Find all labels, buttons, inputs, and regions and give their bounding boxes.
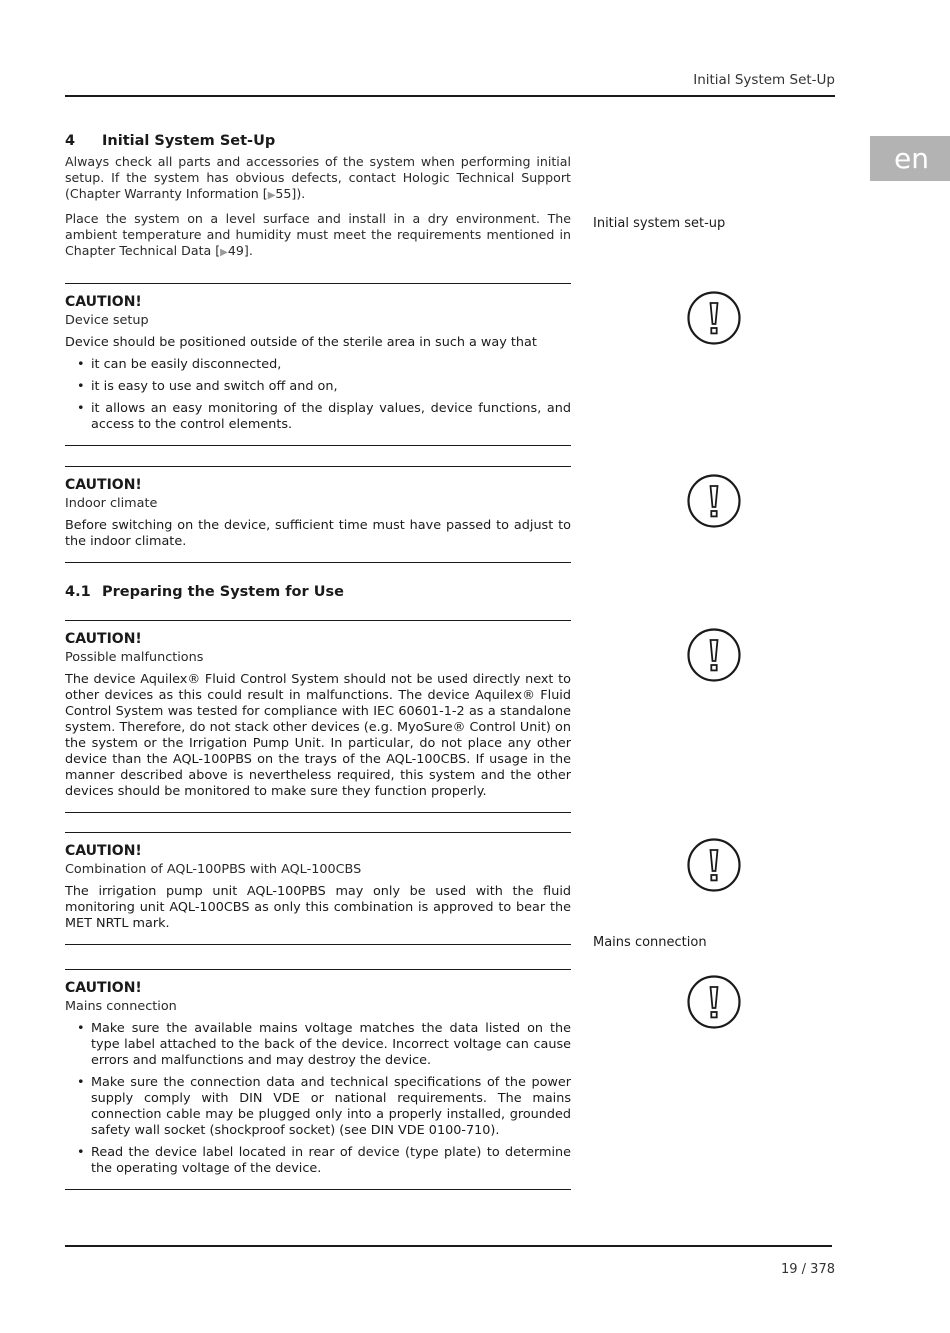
- caution-text: Before switching on the device, sufficient time must have passed to adjust to the indoor climate.: [65, 518, 571, 549]
- caution-exclamation-icon: [687, 975, 741, 1029]
- list-item: • it can be easily disconnected,: [65, 357, 571, 373]
- caution-subtitle: Mains connection: [65, 999, 177, 1014]
- caution-subtitle: Combination of AQL-100PBS with AQL-100CBS: [65, 862, 362, 877]
- list-item: • Read the device label located in rear of device (type plate) to determine the operating voltage of the device.: [65, 1145, 571, 1177]
- caution-list: [65, 357, 571, 433]
- running-head: Initial System Set-Up: [693, 72, 835, 88]
- caution-title: CAUTION!: [65, 294, 142, 310]
- list-item: • it is easy to use and switch off and on,: [65, 379, 571, 395]
- caution-list: [65, 1021, 571, 1177]
- caution-mains-connection: [65, 969, 571, 1190]
- section-number: 4.1: [65, 584, 91, 600]
- xref-arrow-icon: ▶: [220, 247, 228, 259]
- list-item: • Make sure the connection data and technical specifications of the power supply comply with DIN VDE or national requirements. The mains connection cable may be plugged only into a properly installed, grounded safety wall socket (shockproof socket) (see DIN VDE 0100-710).: [65, 1075, 571, 1139]
- caution-text: The irrigation pump unit AQL-100PBS may only be used with the fluid monitoring unit AQL-100CBS as only this combination is approved to bear the MET NRTL mark.: [65, 884, 571, 931]
- section-number: 4: [65, 133, 76, 149]
- xref-link[interactable]: 55: [275, 186, 292, 202]
- caution-exclamation-icon: [687, 474, 741, 528]
- section-title: Preparing the System for Use: [102, 584, 344, 600]
- language-tab: en: [870, 136, 950, 181]
- margin-note-initial-setup: Initial system set-up: [593, 216, 726, 231]
- list-item: • Make sure the available mains voltage matches the data listed on the type label attached to the back of the device. Incorrect voltage can cause errors and malfunctions and may destroy the device.: [65, 1021, 571, 1069]
- paragraph-placement: Place the system on a level surface and install in a dry environment. The ambient temperature and humidity must meet the requirements mentioned in Chapter Technical Data [▶49].: [65, 210, 571, 259]
- margin-note-mains: Mains connection: [593, 935, 707, 950]
- caution-text: The device Aquilex® Fluid Control System should not be used directly next to other devices as this could result in malfunctions. The device Aquilex® Fluid Control System was tested for compliance with IEC 60601-1-2 as a standalone system. Therefore, do not stack other devices (e.g. MyoSure® Control Unit) on the system or the Irrigation Pump Unit. In particular, do not place any other device than the AQL-100PBS on the trays of the AQL-100CBS. If usage in the manner described above is nevertheless required, this system and the other devices should be monitored to make sure they function properly.: [65, 672, 571, 799]
- caution-subtitle: Device setup: [65, 313, 149, 328]
- caution-combination: [65, 832, 571, 945]
- paragraph-setup-check: Always check all parts and accessories of the system when performing initial setup. If the system has obvious defects, contact Hologic Technical Support (Chapter Warranty Information [▶55]).: [65, 154, 571, 202]
- page-number: 19 / 378: [781, 1262, 835, 1277]
- section-heading: [65, 133, 571, 149]
- section-4: [65, 133, 571, 267]
- caution-title: CAUTION!: [65, 843, 142, 859]
- caution-indoor-climate: [65, 466, 571, 563]
- header-rule: [65, 95, 835, 97]
- caution-exclamation-icon: [687, 628, 741, 682]
- caution-title: CAUTION!: [65, 980, 142, 996]
- xref-link[interactable]: 49: [227, 243, 244, 259]
- list-item: • it allows an easy monitoring of the display values, device functions, and access to the control elements.: [65, 401, 571, 433]
- caution-text: Device should be positioned outside of the sterile area in such a way that: [65, 335, 537, 350]
- caution-possible-malfunctions: [65, 620, 571, 813]
- caution-exclamation-icon: [687, 838, 741, 892]
- caution-subtitle: Possible malfunctions: [65, 650, 204, 665]
- subsection-heading: [65, 584, 344, 600]
- caution-exclamation-icon: [687, 291, 741, 345]
- caution-device-setup: [65, 283, 571, 446]
- xref-arrow-icon: ▶: [267, 190, 276, 202]
- caution-subtitle: Indoor climate: [65, 496, 158, 511]
- section-title: Initial System Set-Up: [102, 133, 276, 149]
- caution-title: CAUTION!: [65, 631, 142, 647]
- caution-title: CAUTION!: [65, 477, 142, 493]
- footer-rule: [65, 1245, 832, 1247]
